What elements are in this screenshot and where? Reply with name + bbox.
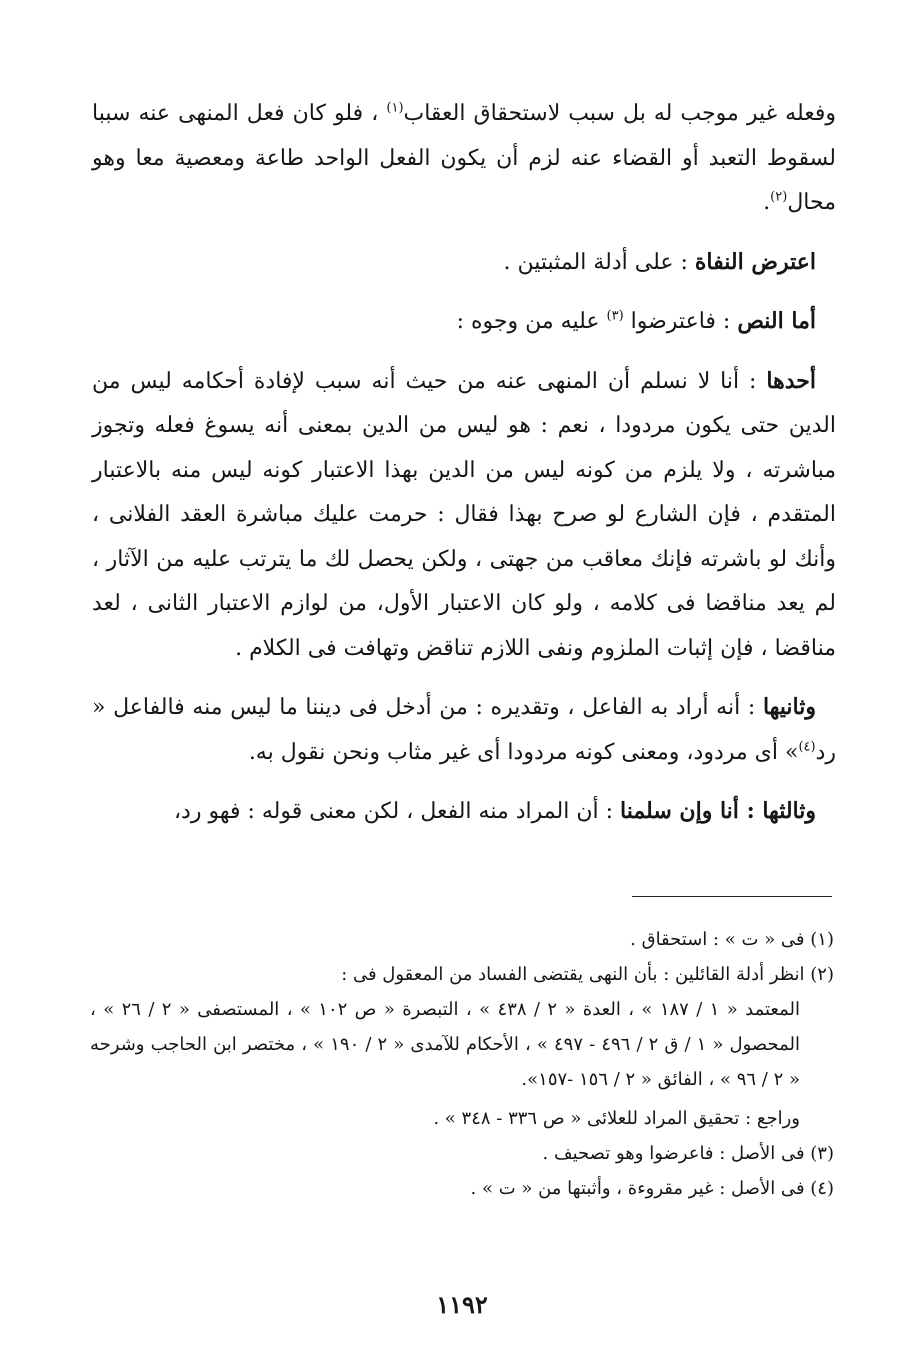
footnote-2-see-also: وراجع : تحقيق المراد للعلائى « ص ٣٣٦ - ٣٤٨ » . xyxy=(433,1108,800,1129)
paragraph-5-text-cont: » أى مردود، ومعنى كونه مردودا أى غير مثاب ونحن نقول به. xyxy=(248,739,799,765)
footnote-ref-4: (٤) xyxy=(798,739,816,755)
footnote-1: (١) فى « ت » : استحقاق . xyxy=(630,929,834,950)
footnote-ref-1: (١) xyxy=(386,100,404,116)
paragraph-2-text: : على أدلة المثبتين . xyxy=(503,249,695,275)
footnote-ref-2: (٢) xyxy=(770,189,788,205)
paragraph-4-heading: أحدها xyxy=(766,367,816,394)
paragraph-1 xyxy=(92,92,836,226)
paragraph-4-text: : أنا لا نسلم أن المنهى عنه من حيث أنه سبب لإفادة أحكامه ليس من الدين حتى يكون مردودا ، نعم : هو ليس من الدين بمعنى أنه يسوغ فعله وتجوز مباشرته ، ولا يلزم من كونه ليس من الدين بهذا الاعتبار كونه ليس منه بالاعتبار المتقدم ، فإن الشارع لو صرح بهذا فقال : حرمت عليك مباشرة العقد الفلانى ، وأنك لو باشرته فإنك معاقب من جهتى ، ولكن يحصل لك ما يترتب عليه من الآثار ، لم يعد مناقضا فى كلامه ، ولو كان الاعتبار الأول، من لوازم الاعتبار الثانى ، لعد مناقضا ، فإن إثبات الملزوم ونفى اللازم تناقض وتهافت فى الكلام . xyxy=(92,368,836,661)
footnote-2: (٢) انظر أدلة القائلين : بأن النهى يقتضى الفساد من المعقول فى : xyxy=(341,964,834,985)
footnote-2-references: المعتمد « ١ / ١٨٧ » ، العدة « ٢ / ٤٣٨ » ، التبصرة « ص ١٠٢ » ، المستصفى « ٢ / ٢٦ » ، المحصول « ١ / ق ٢ / ٤٩٦ - ٤٩٧ » ، الأحكام للآمدى « ٢ / ١٩٠ » ، مختصر ابن الحاجب وشرحه « ٢ / ٩٦ » ، الفائق « ٢ / ١٥٦ -١٥٧». xyxy=(90,999,801,1090)
paragraph-1-text: وفعله غير موجب له بل سبب لاستحقاق العقاب xyxy=(403,101,836,126)
footnote-4: (٤) فى الأصل : غير مقروءة ، وأثبتها من « ت » . xyxy=(470,1178,834,1199)
paragraph-5 xyxy=(92,685,836,775)
paragraph-6-text: : أن المراد منه الفعل ، لكن معنى قوله : فهو رد، xyxy=(173,799,620,824)
page-number: ١١٩٢ xyxy=(436,1290,488,1319)
paragraph-2 xyxy=(92,240,836,286)
paragraph-6 xyxy=(92,789,836,835)
main-text xyxy=(92,92,836,835)
paragraph-5-text: : أنه أراد به الفاعل ، وتقديره : من أدخل فى ديننا ما ليس منه فالفاعل « رد xyxy=(92,695,836,765)
paragraph-1-end: . xyxy=(763,190,771,215)
paragraph-1-text-cont: ، فلو كان فعل المنهى عنه سببا لسقوط التعبد أو القضاء عنه لزم أن يكون الفعل الواحد طاعة ومعصية معا وهو محال xyxy=(92,101,836,215)
paragraph-4 xyxy=(92,359,836,672)
footnotes xyxy=(90,922,834,1206)
paragraph-3-text: : فاعترضوا xyxy=(623,309,738,334)
footnote-separator xyxy=(632,896,832,897)
paragraph-5-heading: وثانيها xyxy=(762,694,816,720)
paragraph-6-heading: وثالثها : أنا وإن سلمنا xyxy=(619,798,816,824)
paragraph-3 xyxy=(92,299,836,345)
paragraph-3-text-cont: عليه من وجوه : xyxy=(456,309,607,334)
footnote-3: (٣) فى الأصل : فاعرضوا وهو تصحيف . xyxy=(542,1143,834,1164)
paragraph-3-heading: أما النص xyxy=(737,308,816,334)
paragraph-2-heading: اعترض النفاة xyxy=(694,248,816,275)
footnote-ref-3: (٣) xyxy=(606,308,624,324)
